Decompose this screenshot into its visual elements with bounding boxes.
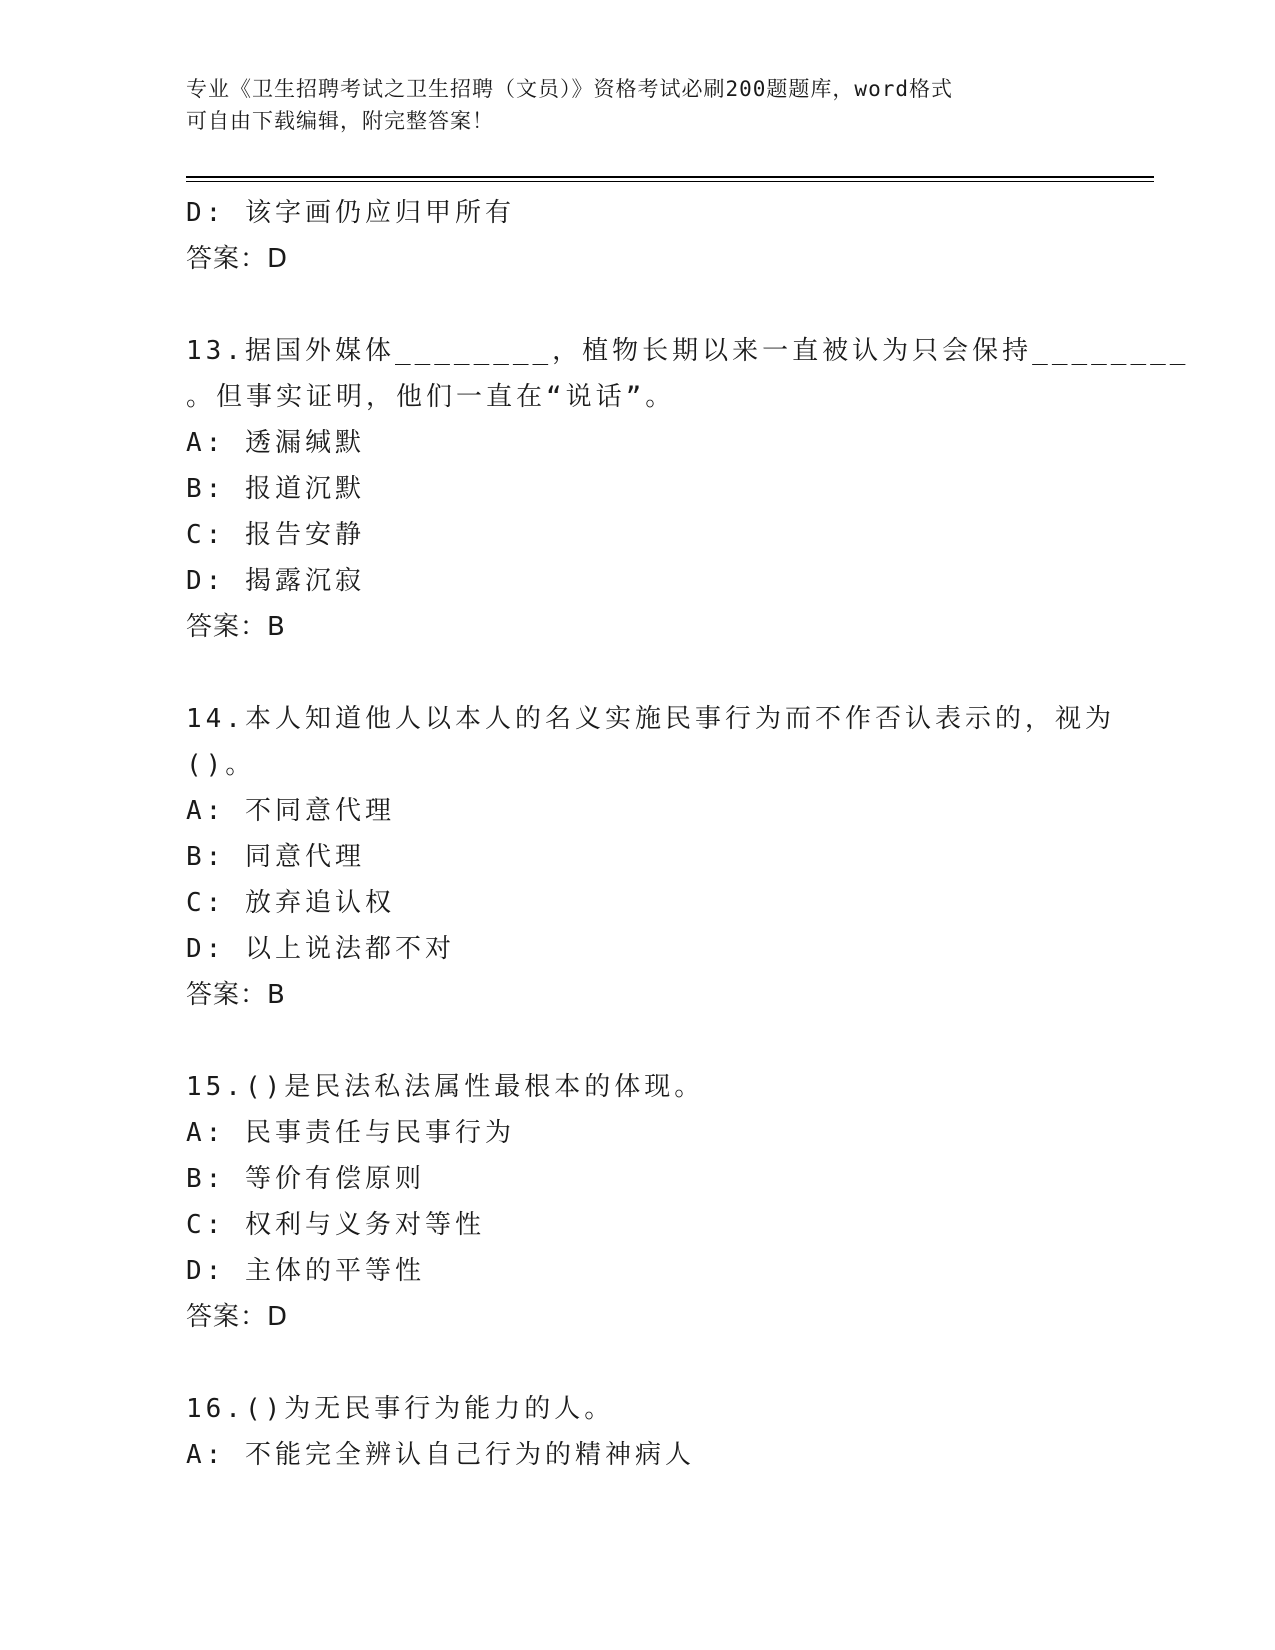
header-rule-thin [186, 181, 1154, 182]
header-line-1: 专业《卫生招聘考试之卫生招聘（文员）》资格考试必刷200题题库，word格式 [186, 77, 953, 101]
q13-option-d: D: 揭露沉寂 [186, 566, 365, 596]
q13-answer: 答案：B [186, 612, 286, 642]
q14-option-a: A: 不同意代理 [186, 796, 395, 826]
q14-text-line-1: 14.本人知道他人以本人的名义实施民事行为而不作否认表示的，视为 [186, 704, 1115, 734]
spacer [186, 282, 1086, 328]
q15-answer: 答案：D [186, 1302, 289, 1332]
q15-option-b: B: 等价有偿原则 [186, 1164, 425, 1194]
header-rule-thick [186, 176, 1154, 178]
q14-text-line-2: ()。 [186, 750, 256, 780]
q13-option-b: B: 报道沉默 [186, 474, 365, 504]
spacer [186, 1018, 1086, 1064]
prev-option-d: D: 该字画仍应归甲所有 [186, 198, 515, 228]
spacer [186, 650, 1086, 696]
q14-option-c: C: 放弃追认权 [186, 888, 395, 918]
q15-option-d: D: 主体的平等性 [186, 1256, 425, 1286]
q15-text-line-1: 15.()是民法私法属性最根本的体现。 [186, 1072, 705, 1102]
spacer [186, 1340, 1086, 1386]
prev-answer: 答案：D [186, 244, 289, 274]
q15-option-c: C: 权利与义务对等性 [186, 1210, 485, 1240]
q14-option-d: D: 以上说法都不对 [186, 934, 455, 964]
q13-option-c: C: 报告安静 [186, 520, 365, 550]
q13-option-a: A: 透漏缄默 [186, 428, 365, 458]
document-body [186, 190, 1190, 1478]
document-header [186, 73, 1066, 137]
q14-answer: 答案：B [186, 980, 286, 1010]
q16-text-line-1: 16.()为无民事行为能力的人。 [186, 1394, 615, 1424]
q13-text-line-1: 13.据国外媒体________，植物长期以来一直被认为只会保持________ [186, 336, 1190, 366]
q15-option-a: A: 民事责任与民事行为 [186, 1118, 515, 1148]
header-line-2: 可自由下载编辑，附完整答案！ [186, 109, 494, 133]
q13-text-line-2: 。但事实证明，他们一直在“说话”。 [186, 382, 676, 412]
q16-option-a: A: 不能完全辨认自己行为的精神病人 [186, 1440, 695, 1470]
q14-option-b: B: 同意代理 [186, 842, 365, 872]
